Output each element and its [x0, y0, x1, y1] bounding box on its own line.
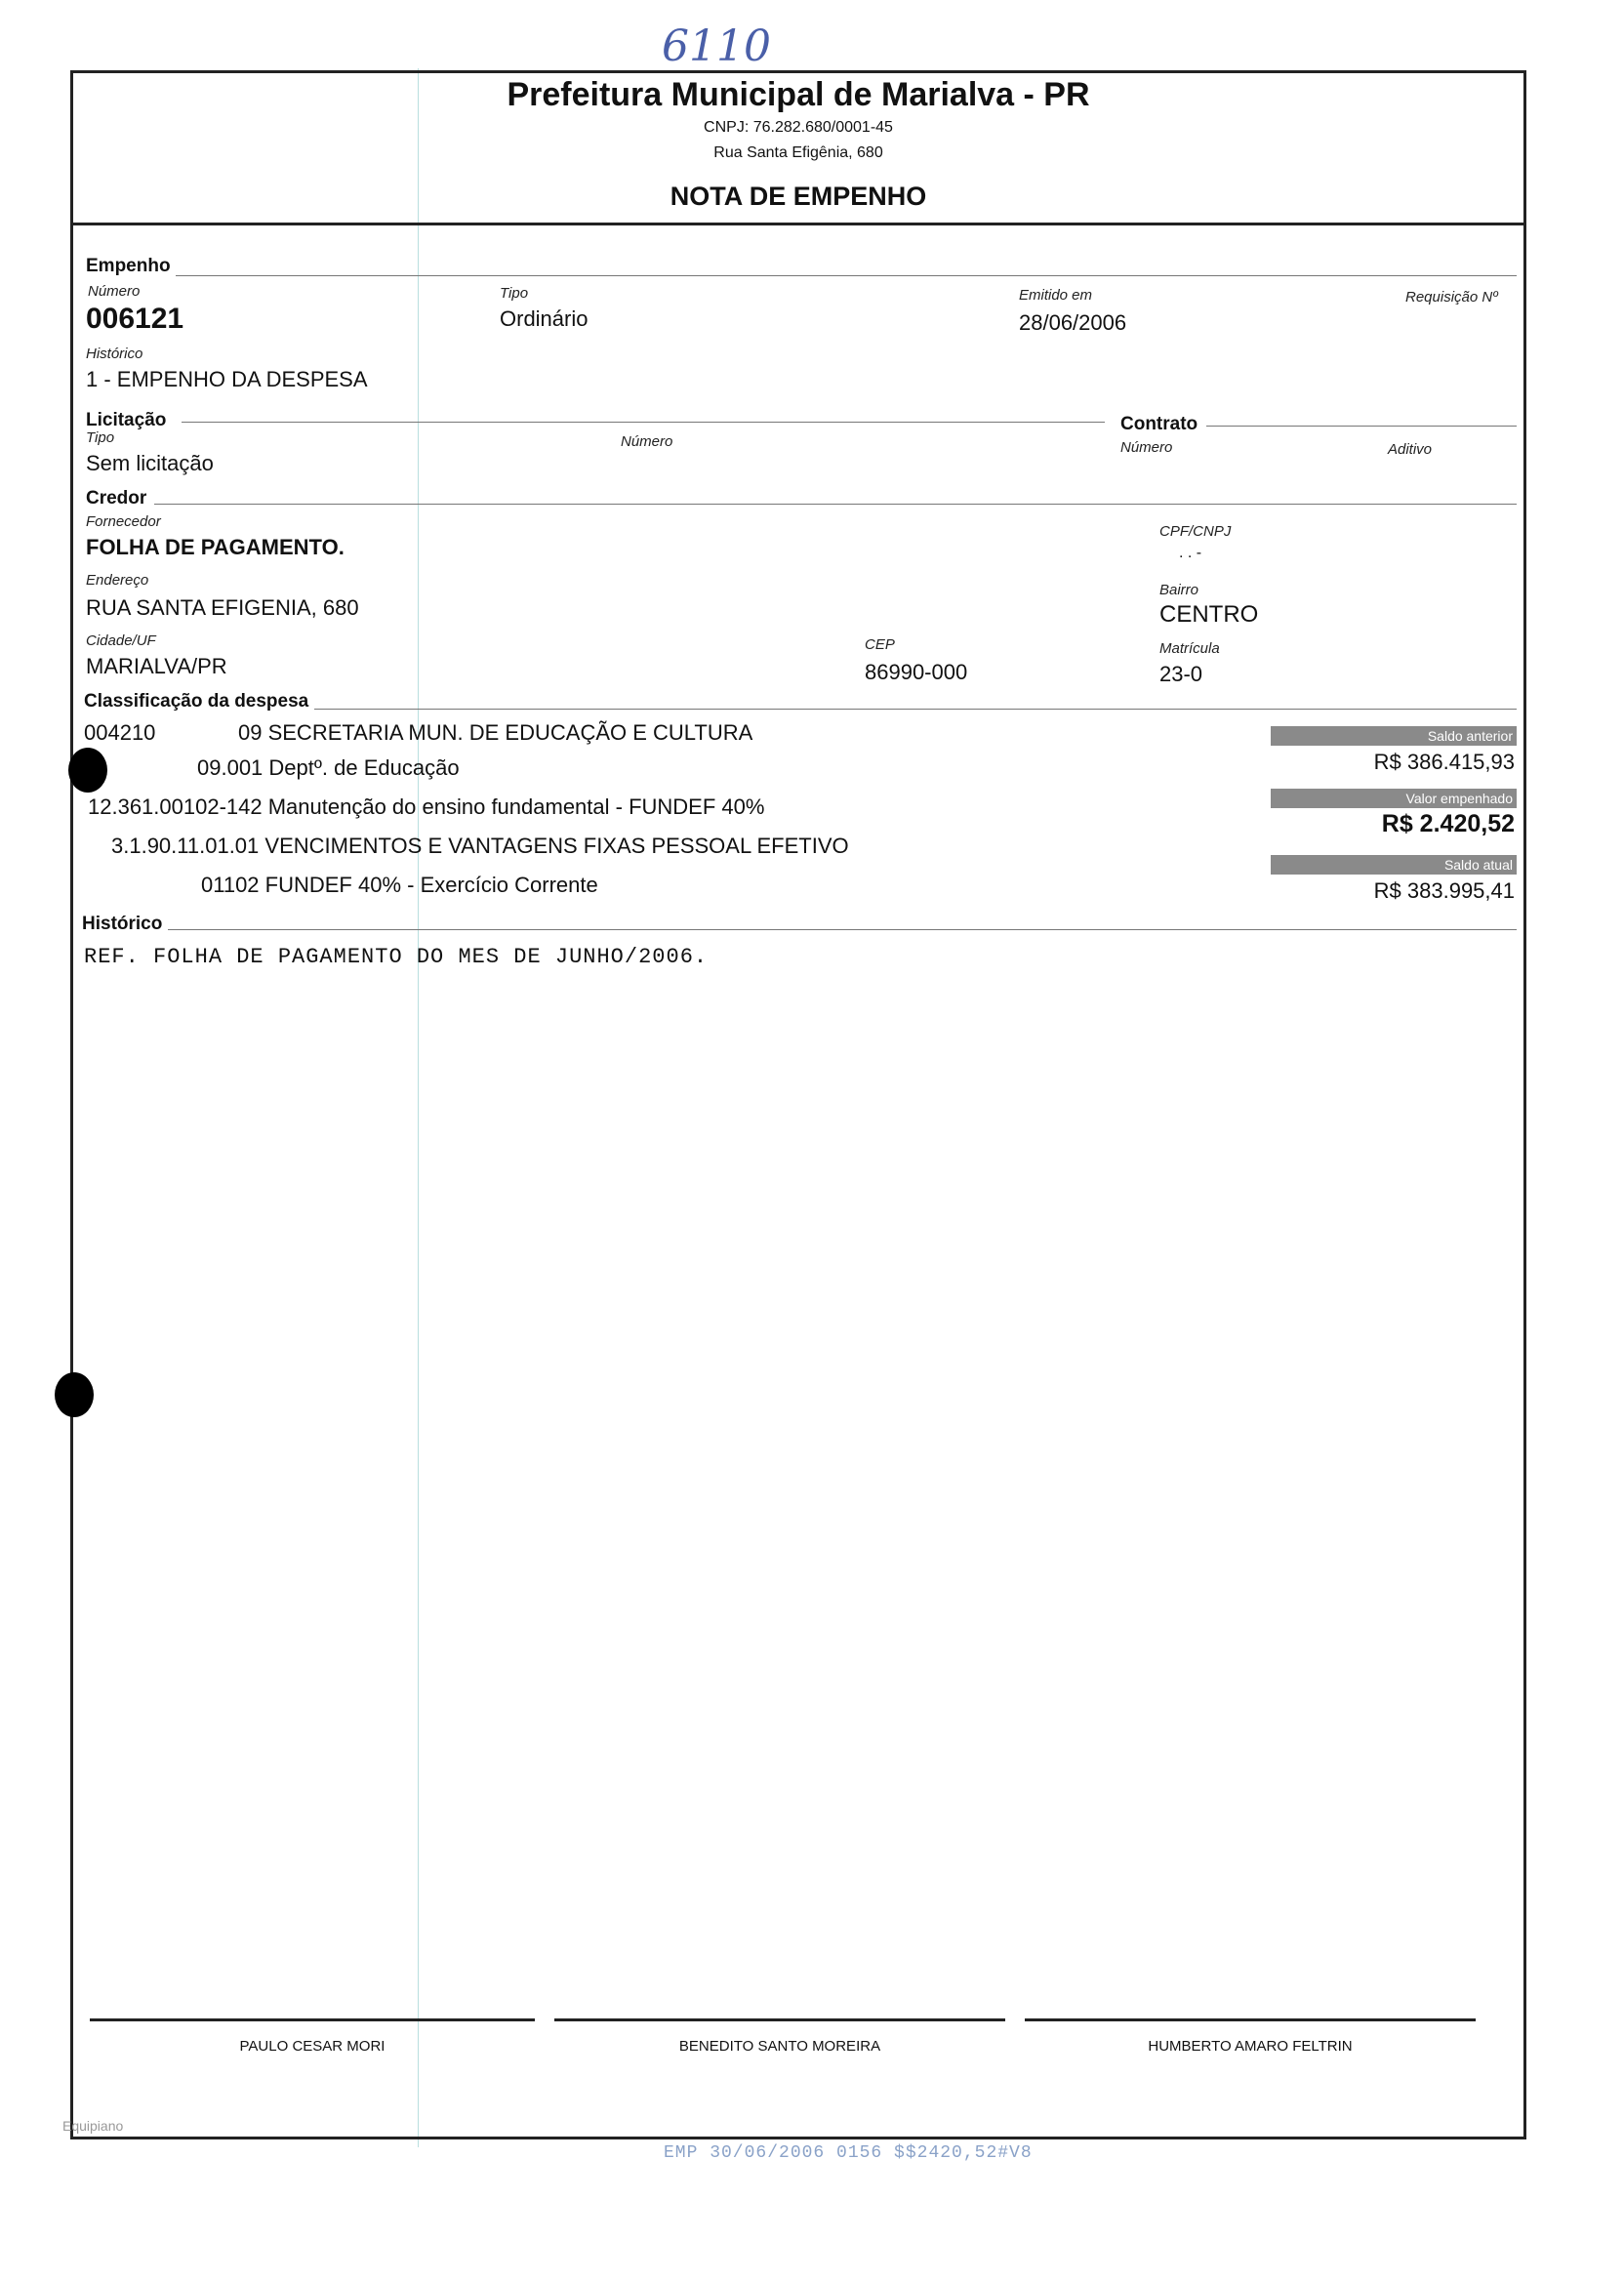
empenho-section-title: Empenho	[86, 256, 171, 276]
signature-line-1	[90, 2018, 535, 2021]
classificacao-section-title: Classificação da despesa	[84, 691, 309, 712]
fornecedor-value: FOLHA DE PAGAMENTO.	[86, 535, 345, 559]
signature-name-1: PAULO CESAR MORI	[239, 2038, 386, 2055]
historico-text: REF. FOLHA DE PAGAMENTO DO MES DE JUNHO/2006.	[84, 945, 709, 969]
classificacao-rule	[314, 709, 1517, 710]
signature-name-2: BENEDITO SANTO MOREIRA	[678, 2038, 881, 2055]
cidade-value: MARIALVA/PR	[86, 654, 227, 678]
licitacao-section-title: Licitação	[86, 410, 167, 430]
document-title: NOTA DE EMPENHO	[670, 182, 927, 211]
saldo-atual-value: R$ 383.995,41	[1373, 878, 1515, 903]
header-divider	[70, 223, 1526, 225]
contrato-aditivo-label: Aditivo	[1388, 441, 1433, 458]
cidade-label: Cidade/UF	[86, 632, 156, 649]
page-title: Prefeitura Municipal de Marialva - PR	[507, 76, 1090, 113]
cep-value: 86990-000	[865, 660, 968, 684]
software-watermark: Equipiano	[62, 2118, 124, 2134]
empenho-rule	[176, 275, 1517, 276]
contrato-numero-label: Número	[1120, 439, 1173, 456]
emitido-value: 28/06/2006	[1019, 310, 1127, 335]
contrato-rule	[1206, 426, 1517, 427]
signature-name-3: HUMBERTO AMARO FELTRIN	[1148, 2038, 1353, 2055]
historico-rule	[168, 929, 1517, 930]
matricula-value: 23-0	[1159, 662, 1203, 686]
recurso-text: 01102 FUNDEF 40% - Exercício Corrente	[201, 873, 598, 897]
saldo-anterior-value: R$ 386.415,93	[1373, 750, 1515, 774]
cpf-value: . . -	[1179, 545, 1202, 561]
empenho-number: 006121	[86, 303, 184, 335]
licitacao-numero-label: Número	[621, 433, 673, 450]
historico-section-title: Histórico	[82, 914, 163, 934]
numero-label: Número	[88, 283, 141, 300]
address-text: Rua Santa Efigênia, 680	[713, 144, 883, 161]
valor-empenhado-value: R$ 2.420,52	[1381, 810, 1515, 837]
endereco-value: RUA SANTA EFIGENIA, 680	[86, 595, 359, 620]
tipo-label: Tipo	[500, 285, 529, 302]
endereco-label: Endereço	[86, 572, 149, 589]
signature-line-2	[554, 2018, 1005, 2021]
mechanical-stamp: EMP 30/06/2006 0156 $$2420,52#V8	[664, 2143, 1033, 2163]
emitido-label: Emitido em	[1019, 287, 1093, 304]
licitacao-tipo-value: Sem licitação	[86, 451, 214, 475]
historico-label: Histórico	[86, 346, 143, 362]
licitacao-rule	[182, 422, 1105, 423]
cep-label: CEP	[865, 636, 895, 653]
contrato-section-title: Contrato	[1120, 414, 1198, 434]
credor-rule	[154, 504, 1517, 505]
cpf-label: CPF/CNPJ	[1159, 523, 1232, 540]
matricula-label: Matrícula	[1159, 640, 1220, 657]
tipo-value: Ordinário	[500, 306, 589, 331]
unidade-text: 09.001 Deptº. de Educação	[197, 755, 460, 780]
valor-empenhado-label: Valor empenhado	[1271, 789, 1517, 808]
handwritten-number: 6110	[662, 21, 771, 71]
fornecedor-label: Fornecedor	[86, 513, 161, 530]
punch-hole-middle	[55, 1372, 94, 1417]
orgao-text: 09 SECRETARIA MUN. DE EDUCAÇÃO E CULTURA	[238, 720, 753, 745]
funcional-text: 12.361.00102-142 Manutenção do ensino fundamental - FUNDEF 40%	[88, 794, 765, 819]
historico-value: 1 - EMPENHO DA DESPESA	[86, 367, 368, 391]
cnpj-text: CNPJ: 76.282.680/0001-45	[704, 119, 893, 136]
requisicao-label: Requisição Nº	[1405, 289, 1498, 305]
credor-section-title: Credor	[86, 488, 147, 509]
saldo-anterior-label: Saldo anterior	[1271, 726, 1517, 746]
punch-hole-top	[68, 748, 107, 793]
elemento-text: 3.1.90.11.01.01 VENCIMENTOS E VANTAGENS FIXAS PESSOAL EFETIVO	[111, 834, 849, 858]
classificacao-code: 004210	[84, 720, 156, 745]
signature-line-3	[1025, 2018, 1476, 2021]
saldo-atual-label: Saldo atual	[1271, 855, 1517, 875]
bairro-label: Bairro	[1159, 582, 1199, 598]
licitacao-tipo-label: Tipo	[86, 429, 115, 446]
bairro-value: CENTRO	[1159, 601, 1259, 628]
